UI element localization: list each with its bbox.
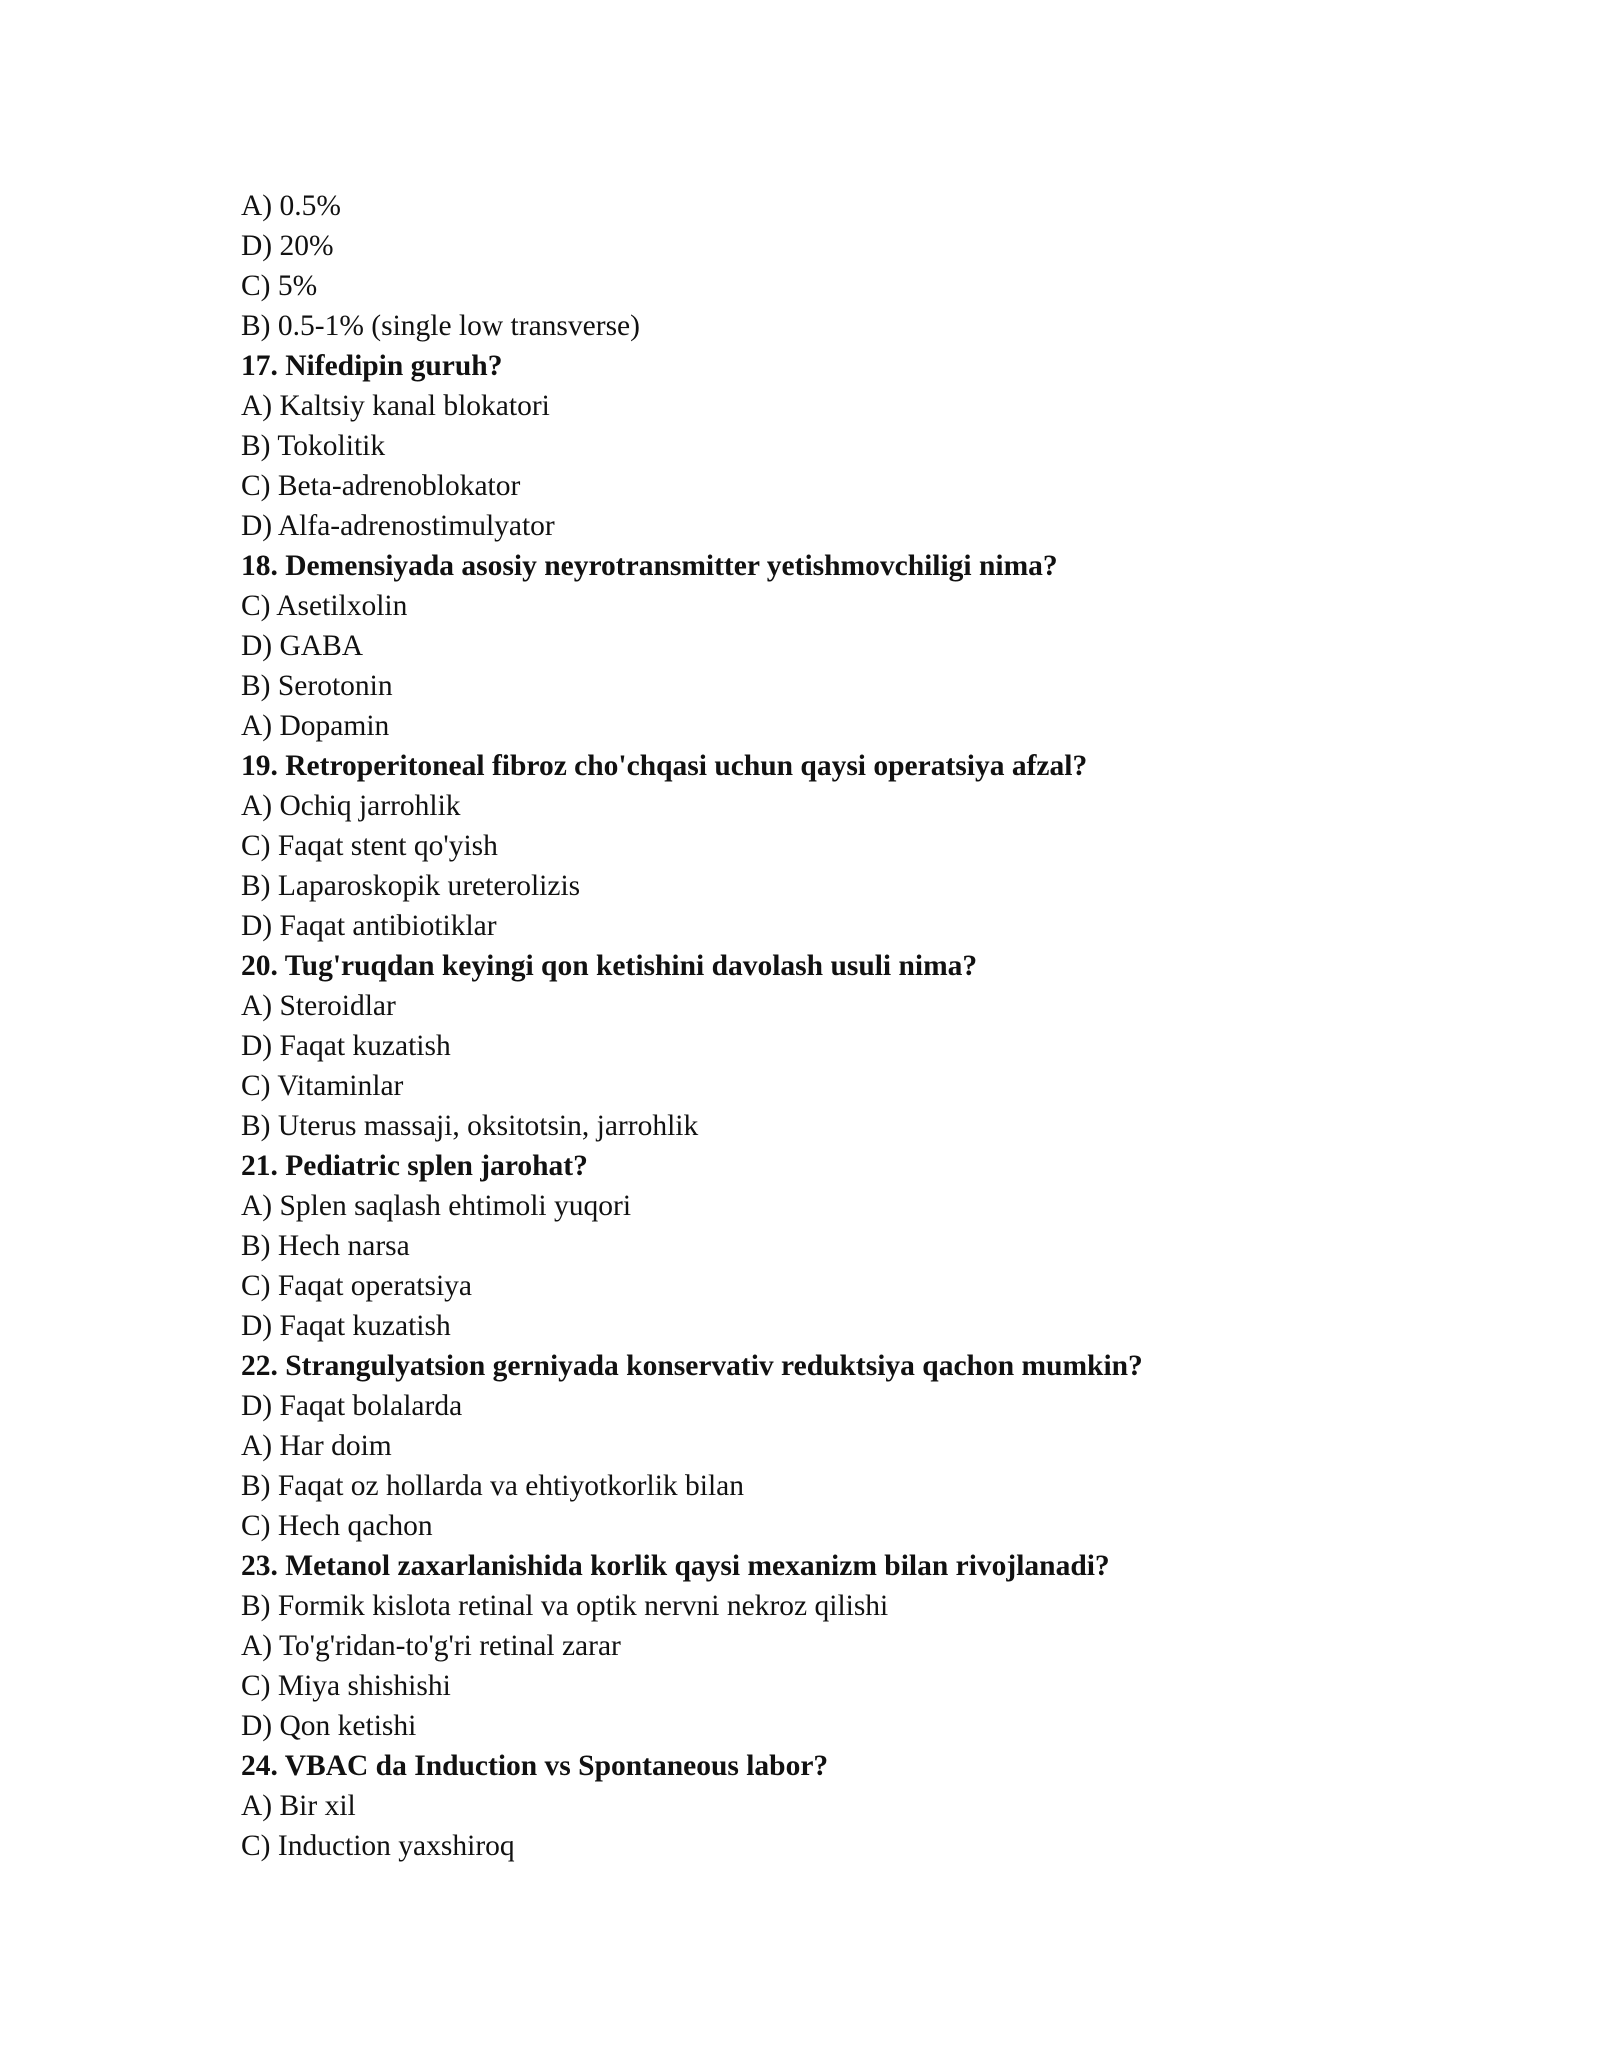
answer-option: B) Faqat oz hollarda va ehtiyotkorlik bilan xyxy=(241,1470,745,1502)
document-body xyxy=(241,186,1441,1866)
question-heading: 22. Strangulyatsion gerniyada konservativ reduktsiya qachon mumkin? xyxy=(241,1350,1143,1382)
answer-option: C) Induction yaxshiroq xyxy=(241,1830,515,1862)
answer-option: D) Alfa-adrenostimulyator xyxy=(241,510,555,542)
answer-option: C) Beta-adrenoblokator xyxy=(241,470,521,502)
answer-option: C) Hech qachon xyxy=(241,1510,433,1542)
answer-option: B) Laparoskopik ureterolizis xyxy=(241,870,581,902)
question-heading: 24. VBAC da Induction vs Spontaneous labor? xyxy=(241,1750,829,1782)
answer-option: A) Ochiq jarrohlik xyxy=(241,790,461,822)
answer-option: B) Tokolitik xyxy=(241,430,386,462)
answer-option: B) Formik kislota retinal va optik nervni nekroz qilishi xyxy=(241,1590,889,1622)
answer-option: A) Har doim xyxy=(241,1430,392,1462)
answer-option: A) Bir xil xyxy=(241,1790,356,1822)
question-heading: 21. Pediatric splen jarohat? xyxy=(241,1150,588,1182)
answer-option: B) 0.5-1% (single low transverse) xyxy=(241,310,640,342)
answer-option: B) Uterus massaji, oksitotsin, jarrohlik xyxy=(241,1110,699,1142)
answer-option: D) Faqat kuzatish xyxy=(241,1030,451,1062)
answer-option: A) Steroidlar xyxy=(241,990,396,1022)
answer-option: C) Vitaminlar xyxy=(241,1070,404,1102)
answer-option: A) To'g'ridan-to'g'ri retinal zarar xyxy=(241,1630,621,1662)
answer-option: A) Splen saqlash ehtimoli yuqori xyxy=(241,1190,632,1222)
question-heading: 20. Tug'ruqdan keyingi qon ketishini davolash usuli nima? xyxy=(241,950,978,982)
answer-option: B) Hech narsa xyxy=(241,1230,410,1262)
answer-option: B) Serotonin xyxy=(241,670,393,702)
question-heading: 18. Demensiyada asosiy neyrotransmitter yetishmovchiligi nima? xyxy=(241,550,1058,582)
question-heading: 23. Metanol zaxarlanishida korlik qaysi mexanizm bilan rivojlanadi? xyxy=(241,1550,1110,1582)
answer-option: A) Dopamin xyxy=(241,710,390,742)
answer-option: C) Asetilxolin xyxy=(241,590,408,622)
answer-option: A) Kaltsiy kanal blokatori xyxy=(241,390,550,422)
question-heading: 17. Nifedipin guruh? xyxy=(241,350,503,382)
answer-option: D) 20% xyxy=(241,230,334,262)
answer-option: C) Faqat stent qo'yish xyxy=(241,830,498,862)
answer-option: D) Faqat bolalarda xyxy=(241,1390,463,1422)
question-heading: 19. Retroperitoneal fibroz cho'chqasi uchun qaysi operatsiya afzal? xyxy=(241,750,1088,782)
answer-option: C) Faqat operatsiya xyxy=(241,1270,473,1302)
answer-option: A) 0.5% xyxy=(241,190,341,222)
answer-option: C) Miya shishishi xyxy=(241,1670,451,1702)
answer-option: D) GABA xyxy=(241,630,364,662)
answer-option: C) 5% xyxy=(241,270,318,302)
answer-option: D) Qon ketishi xyxy=(241,1710,417,1742)
answer-option: D) Faqat antibiotiklar xyxy=(241,910,497,942)
answer-option: D) Faqat kuzatish xyxy=(241,1310,451,1342)
